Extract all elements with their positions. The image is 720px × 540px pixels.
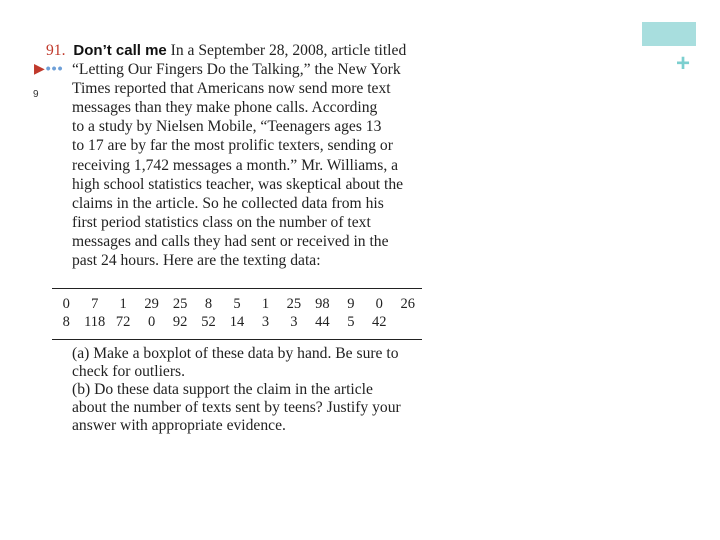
data-row-1 <box>52 295 422 313</box>
data-cell: 3 <box>261 314 270 330</box>
data-cell: 0 <box>375 296 383 312</box>
problem-title: Don’t call me <box>73 42 167 59</box>
data-cell: 5 <box>347 314 355 330</box>
question-b-line: (b) Do these data support the claim in the article <box>72 381 373 398</box>
data-cell: 118 <box>84 314 106 330</box>
data-cell: 72 <box>115 314 131 330</box>
table-top-rule <box>52 288 422 289</box>
data-cell: 92 <box>172 314 188 330</box>
texting-data-table <box>52 288 422 340</box>
data-cell: 0 <box>147 314 156 330</box>
question-b-line: about the number of texts sent by teens? Justify your <box>72 399 401 416</box>
data-row-2 <box>52 313 422 331</box>
question-a <box>72 345 432 381</box>
data-cell: 5 <box>233 296 241 312</box>
marker-dots: ••• <box>45 60 64 76</box>
problem-body-line: messages and calls they had sent or received in the <box>72 232 389 250</box>
problem-body-line: to 17 are by far the most prolific texters, sending or <box>72 137 393 155</box>
data-cell: 8 <box>62 314 70 330</box>
problem-body-line: Times reported that Americans now send more text <box>72 80 391 98</box>
question-b <box>72 381 432 435</box>
data-cell: 25 <box>286 296 302 312</box>
problem-body-line: “Letting Our Fingers Do the Talking,” the New York <box>72 61 401 79</box>
problem-body-line: to a study by Nielsen Mobile, “Teenagers ages 13 <box>72 118 382 136</box>
problem-number: 91. <box>46 42 66 59</box>
data-cell: 9 <box>347 296 355 312</box>
problem-lead: In a September 28, 2008, article titled <box>170 42 407 59</box>
problem-statement <box>46 41 436 270</box>
data-cell: 42 <box>372 314 387 330</box>
data-cell: 0 <box>62 296 70 312</box>
data-cell: 3 <box>290 314 298 330</box>
problem-body-line: first period statistics class on the number of text <box>72 213 371 231</box>
question-a-line: check for outliers. <box>72 363 186 380</box>
data-cell: 98 <box>315 296 330 312</box>
problem-body <box>46 60 436 270</box>
data-cell: 26 <box>400 296 415 312</box>
table-bottom-rule <box>52 339 422 340</box>
data-cell: 25 <box>172 296 188 312</box>
data-cell: 52 <box>201 314 216 330</box>
problem-body-line: claims in the article. So he collected data from his <box>72 194 384 212</box>
data-cell: 44 <box>315 314 330 330</box>
data-cell: 29 <box>144 296 159 312</box>
data-cell: 1 <box>261 296 270 312</box>
data-cell: 8 <box>204 296 213 312</box>
questions <box>72 345 432 435</box>
data-cell: 1 <box>119 296 127 312</box>
problem-first-line <box>46 41 436 60</box>
data-cell: 7 <box>91 296 99 312</box>
data-cell <box>394 313 422 331</box>
question-b-line: answer with appropriate evidence. <box>72 417 286 434</box>
accent-box <box>642 22 696 46</box>
problem-body-line: receiving 1,742 messages a month.” Mr. Williams, a <box>72 156 399 174</box>
plus-icon: + <box>676 50 691 77</box>
margin-number: 9 <box>33 89 39 100</box>
problem-body-line: high school statistics teacher, was skeptical about the <box>72 175 404 193</box>
problem-body-line: messages than they make phone calls. According <box>72 99 378 117</box>
data-cell: 14 <box>229 314 245 330</box>
question-a-line: (a) Make a boxplot of these data by hand. Be sure to <box>72 345 399 362</box>
marker-arrow-icon: ▶ <box>34 60 46 76</box>
problem-body-line: past 24 hours. Here are the texting data: <box>72 252 321 270</box>
